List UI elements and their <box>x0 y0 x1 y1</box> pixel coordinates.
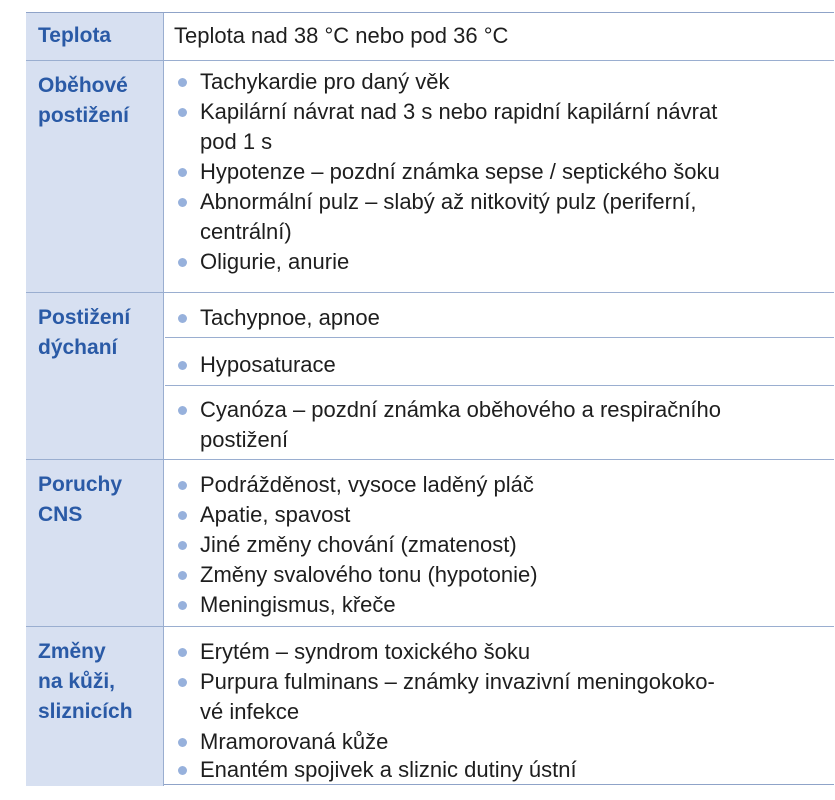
row-header <box>26 627 164 786</box>
list-item: Hypotenze – pozdní známka sepse / septického šoku <box>165 157 834 187</box>
row-text: Teplota nad 38 °C nebo pod 36 °C <box>174 23 509 48</box>
list-item: Apatie, spavost <box>165 500 834 530</box>
list-item: Oligurie, anurie <box>165 247 834 277</box>
list-item: Změny svalového tonu (hypotonie) <box>165 560 834 590</box>
row-divider <box>165 385 834 386</box>
list-item: Hyposaturace <box>165 350 834 380</box>
row-header <box>26 61 164 292</box>
row-content <box>165 61 834 292</box>
list-item: Meningismus, křeče <box>165 590 834 620</box>
symptoms-table <box>26 12 834 785</box>
table-row <box>26 293 834 460</box>
list-item: Podrážděnost, vysoce laděný pláč <box>165 470 834 500</box>
row-content <box>165 13 834 60</box>
row-header-label: Postižení <box>38 306 131 329</box>
list-item: Tachykardie pro daný věk <box>165 67 834 97</box>
table-row <box>26 13 834 61</box>
table-row <box>26 460 834 627</box>
row-content <box>165 627 834 786</box>
row-divider <box>165 337 834 338</box>
list-item: Purpura fulminans – známky invazivní meningokoko- vé infekce <box>165 667 834 727</box>
table-row <box>26 61 834 293</box>
row-header-label: Změny <box>38 640 106 663</box>
row-header-label: CNS <box>38 503 83 526</box>
list-item: Enantém spojivek a sliznic dutiny ústní <box>165 755 834 785</box>
list-item: Tachypnoe, apnoe <box>165 303 834 333</box>
row-header-label: dýchaní <box>38 336 118 359</box>
row-content <box>165 293 834 459</box>
list-item: Mramorovaná kůže <box>165 727 834 757</box>
row-header <box>26 13 164 60</box>
list-item: Cyanóza – pozdní známka oběhového a respiračního postižení <box>165 395 834 455</box>
table-row <box>26 627 834 786</box>
row-header <box>26 460 164 626</box>
row-header-label: postižení <box>38 104 130 127</box>
row-header-label: Teplota <box>38 24 112 47</box>
row-content <box>165 460 834 626</box>
row-header <box>26 293 164 459</box>
list-item: Kapilární návrat nad 3 s nebo rapidní kapilární návrat pod 1 s <box>165 97 834 157</box>
list-item: Jiné změny chování (zmatenost) <box>165 530 834 560</box>
list-item: Abnormální pulz – slabý až nitkovitý pulz (periferní, centrální) <box>165 187 834 247</box>
list-item: Erytém – syndrom toxického šoku <box>165 637 834 667</box>
row-header-label: sliznicích <box>38 700 133 723</box>
row-header-label: Poruchy <box>38 473 123 496</box>
row-header-label: na kůži, <box>38 670 116 693</box>
row-header-label: Oběhové <box>38 74 128 97</box>
